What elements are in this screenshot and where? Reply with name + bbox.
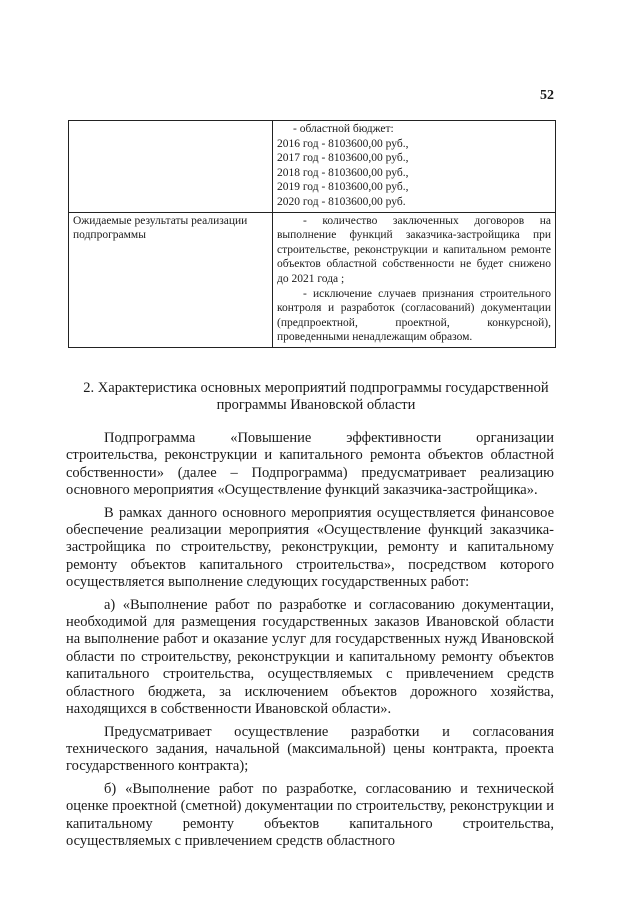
table-cell-label bbox=[69, 121, 273, 213]
page-number: 52 bbox=[540, 88, 554, 103]
paragraph: В рамках данного основного мероприятия осуществляется финансовое обеспечение реализации мероприятия «Осуществление функций заказчика-застройщика по строительству, реконструкции, ремонту и капитальному ремонту объектов капитального строительства», посредством которого осуществляется выполнение следующих государственных работ: bbox=[66, 504, 554, 591]
paragraph: Предусматривает осуществление разработки и согласования технического задания, начальной (максимальной) цены контракта, проекта государственного контракта); bbox=[66, 723, 554, 775]
paragraph: а) «Выполнение работ по разработке и согласованию документации, необходимой для размещения государственных заказов Ивановской области на выполнение работ и оказание услуг для государственных нужд Ивановской области по строительству, реконструкции и капитальному ремонту объектов капитального строительства, осуществляемых с привлечением средств областного бюджета, за исключением объектов дорожного хозяйства, находящихся в собственности Ивановской области». bbox=[66, 596, 554, 718]
table-cell-budget bbox=[273, 121, 556, 213]
paragraph: б) «Выполнение работ по разработке, согласованию и технической оценке проектной (сметной) документации по строительству, реконструкции и капитальному ремонту объектов капитального строительства, осуществляемых с привлечением средств областного bbox=[66, 780, 554, 849]
body-text bbox=[66, 430, 554, 855]
budget-line: - областной бюджет: bbox=[293, 123, 394, 135]
budget-line: 2018 год - 8103600,00 руб., bbox=[277, 166, 409, 179]
table-row bbox=[69, 212, 556, 347]
result-item: - исключение случаев признания строительного контроля и разработок (согласований) документации (предпроектной, проектной, конкурсной), проведенными ненадлежащим образом. bbox=[277, 287, 551, 344]
budget-line: 2020 год - 8103600,00 руб. bbox=[277, 195, 406, 208]
budget-line: 2017 год - 8103600,00 руб., bbox=[277, 152, 409, 165]
passport-table bbox=[68, 120, 556, 348]
table-cell-results bbox=[273, 212, 556, 347]
budget-line: 2019 год - 8103600,00 руб., bbox=[277, 181, 409, 194]
result-item: - количество заключенных договоров на выполнение функций заказчика-застройщика при строительстве, реконструкции и капитальном ремонте объектов областной собственности не будет снижено до 2021 года ; bbox=[277, 214, 551, 285]
table-cell-label: Ожидаемые результаты реализации подпрограммы bbox=[69, 212, 273, 347]
budget-line: 2016 год - 8103600,00 руб., bbox=[277, 137, 409, 150]
section-title: 2. Характеристика основных мероприятий подпрограммы государственной программы Ивановской области bbox=[83, 380, 549, 413]
paragraph: Подпрограмма «Повышение эффективности организации строительства, реконструкции и капитального ремонта объектов областной собственности» (далее – Подпрограмма) предусматривает реализацию основного мероприятия «Осуществление функций заказчика-застройщика». bbox=[66, 430, 554, 499]
table-row bbox=[69, 121, 556, 213]
